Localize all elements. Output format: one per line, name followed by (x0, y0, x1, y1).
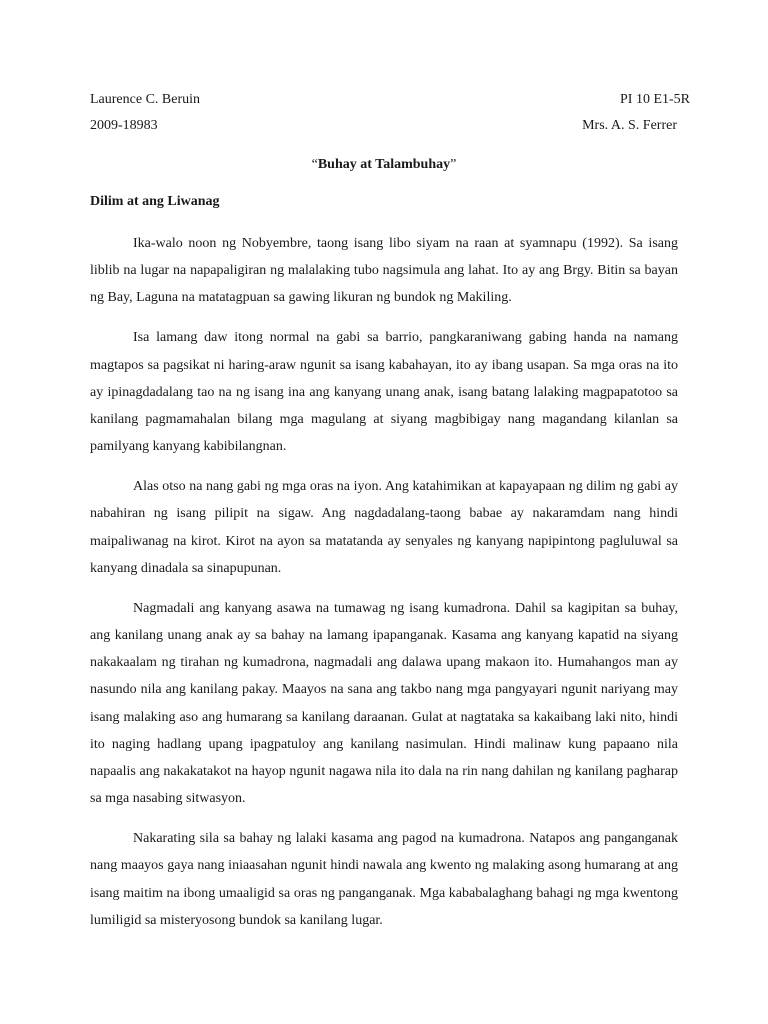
title-close-quote: ” (450, 157, 457, 172)
title-text: Buhay at Talambuhay (317, 157, 451, 172)
section-heading: Dilim at ang Liwanag (90, 194, 220, 209)
paragraph-4: Nagmadali ang kanyang asawa na tumawag ng isang kumadrona. Dahil sa kagipitan sa buhay, ang kanilang unang anak ay sa bahay na lamang ipapanganak. Kasama ang kanyang kapatid na siyang nakakaalam ng tirahan ng kumadrona, nagmadali ang dalawa upang makaon ito. Humahangos man ay nasundo nila ang kanilang pakay. Maayos na sana ang takbo nang mga pangyayari ngunit nariyang may isang malaking aso ang humarang sa kanilang daraanan. Gulat at nagtataka sa kakaibang laki nito, hindi ito naging hadlang upang ipagpatuloy ang kanilang nasimulan. Hindi malinaw kung papaano nila napaalis ang nakakatakot na hayop ngunit nagawa nila ito dala na rin nang dahilan ng kanilang pagharap sa mga nasabing sitwasyon. (90, 600, 678, 807)
paragraph-1: Ika-walo noon ng Nobyembre, taong isang libo siyam na raan at syamnapu (1992). Sa isang liblib na lugar na napapaligiran ng malalaking tubo nagsimula ang lahat. Ito ay ang Brgy. Bitin sa bayan ng Bay, Laguna na matatagpuan sa gawing likuran ng bundok ng Makiling. (90, 236, 678, 306)
paragraph-3: Alas otso na nang gabi ng mga oras na iyon. Ang katahimikan at kapayapaan ng dilim ng gabi ay nabahiran ng isang pilipit na sigaw. Ang nagdadalang-taong babae ay nakaramdam nang hindi maipaliwanag na kirot. Kirot na ayon sa matatanda ay senyales ng kanyang napipintong pagluluwal sa kanyang dinadala sa sinapupunan. (90, 479, 678, 576)
paragraph-5: Nakarating sila sa bahay ng lalaki kasama ang pagod na kumadrona. Natapos ang panganganak nang maayos gaya nang iniaasahan ngunit hindi nawala ang kwento ng malaking asong humarang at ang isang maitim na ibong umaaligid sa oras ng panganganak. Mga kababalaghang bahagi ng mga kwentong lumiligid sa misteryosong bundok sa kanilang lugar. (90, 831, 678, 928)
paragraph-2: Isa lamang daw itong normal na gabi sa barrio, pangkaraniwang gabing handa na namang magtapos sa pagsikat ni haring-araw ngunit sa isang kabahayan, ito ay ibang usapan. Sa mga oras na ito ay ipinagdadalang tao na ng isang ina ang kanyang unang anak, isang batang lalaking magpapatotoo sa kanilang pagmamahalan bilang mga magulang at siyang magbibigay nang magandang kilanlan sa pamilyang kanyang kabibilangnan. (90, 330, 678, 455)
document-title (0, 157, 768, 173)
student-number: 2009-18983 (90, 118, 158, 133)
title-open-quote: “ (311, 157, 318, 172)
instructor-name: Mrs. A. S. Ferrer (582, 118, 677, 133)
body-text (90, 230, 678, 947)
course-code: PI 10 E1-5R (620, 92, 690, 107)
author-name: Laurence C. Beruin (90, 92, 201, 107)
